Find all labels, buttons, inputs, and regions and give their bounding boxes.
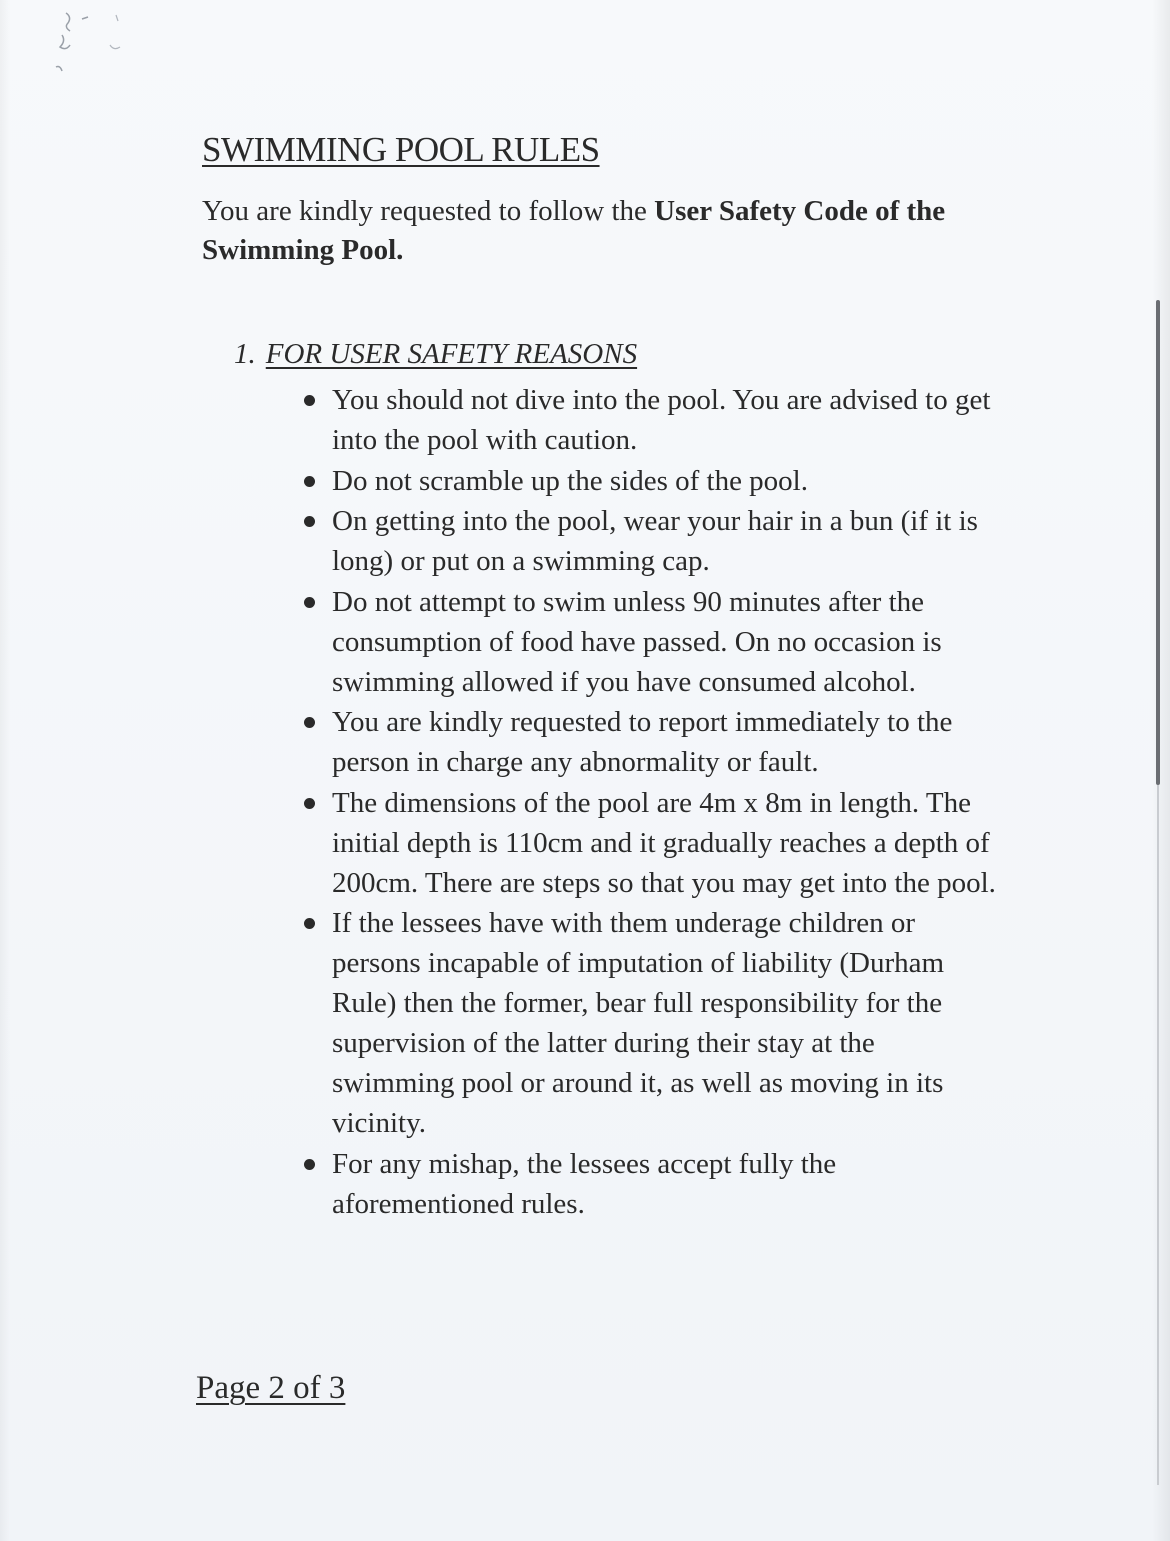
rule-text: For any mishap, the lessees accept fully the aforementioned rules. — [332, 1147, 837, 1220]
rule-text: You should not dive into the pool. You are advised to get into the pool with caution. — [332, 384, 991, 456]
list-item — [298, 582, 998, 702]
scan-edge-mark — [1156, 300, 1160, 785]
intro-paragraph — [202, 192, 1002, 270]
rules-list — [298, 380, 998, 1224]
page-right-edge-shadow — [1152, 0, 1170, 1541]
rule-text: You are kindly requested to report immediately to the person in charge any abnormality or fault. — [332, 706, 953, 778]
bullet-icon — [304, 1159, 315, 1170]
section-number: 1. — [234, 338, 256, 370]
intro-plain-text: You are kindly requested to follow the — [202, 195, 655, 227]
scan-edge-line — [1157, 785, 1159, 1485]
list-item — [298, 501, 998, 581]
list-item — [298, 1144, 998, 1224]
rule-text: If the lessees have with them underage children or persons incapable of imputation of liability (Durham Rule) then the former, bear full responsibility for the supervision of the latter during their stay at the swimming pool or around it, as well as moving in its vicinity. — [332, 907, 945, 1139]
rule-text: Do not attempt to swim unless 90 minutes after the consumption of food have passed. On no occasion is swimming allowed if you have consumed alcohol. — [332, 585, 942, 698]
rule-text: On getting into the pool, wear your hair in a bun (if it is long) or put on a swimming cap. — [332, 505, 978, 577]
rule-text: The dimensions of the pool are 4m x 8m in length. The initial depth is 110cm and it gradually reaches a depth of 200cm. There are steps so that you may get into the pool. — [332, 786, 996, 899]
list-item — [298, 461, 998, 501]
list-item — [298, 702, 998, 782]
document-title: SWIMMING POOL RULES — [202, 130, 600, 169]
bullet-icon — [304, 717, 315, 728]
bullet-icon — [304, 918, 315, 929]
list-item — [298, 783, 998, 903]
bullet-icon — [304, 597, 315, 608]
rule-text: Do not scramble up the sides of the pool. — [332, 464, 808, 497]
bullet-icon — [304, 395, 315, 406]
intro-bold-text: User Safety Code of the Swimming Pool. — [202, 195, 946, 266]
section-title: FOR USER SAFETY REASONS — [265, 338, 638, 370]
list-item — [298, 380, 998, 460]
page-number: Page 2 of 3 — [196, 1370, 346, 1406]
page-left-edge — [0, 0, 10, 1541]
bullet-icon — [304, 798, 315, 809]
bullet-icon — [304, 476, 315, 487]
section-heading — [234, 338, 637, 371]
list-item — [298, 903, 998, 1143]
handwritten-mark-icon — [52, 5, 132, 85]
bullet-icon — [304, 516, 315, 527]
